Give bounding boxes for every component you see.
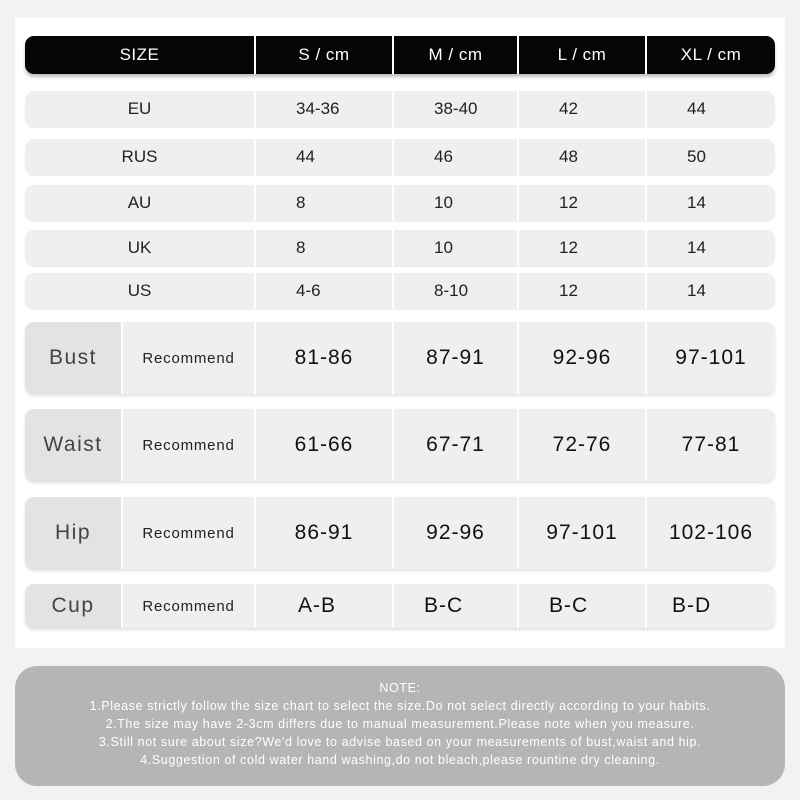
size-cell-l: 12 [519, 230, 647, 266]
note-line: 1.Please strictly follow the size chart to select the size.Do not select directly according to your habits. [89, 699, 711, 713]
size-cell-l: 12 [519, 273, 647, 309]
size-cell-m: 8-10 [394, 273, 519, 309]
size-row-au [25, 185, 775, 221]
note-box [15, 666, 785, 786]
size-chart-header [25, 36, 775, 74]
header-l: L / cm [519, 36, 647, 74]
measure-cell-xl: 97-101 [675, 346, 747, 369]
measure-name: Bust [25, 322, 123, 394]
size-cell-s: 8 [256, 230, 394, 266]
recommend-label: Recommend [123, 497, 256, 569]
measure-cell-l: 92-96 [519, 322, 647, 394]
measure-cell-m: 67-71 [394, 409, 519, 481]
measure-name: Cup [25, 584, 123, 628]
recommend-label: Recommend [123, 584, 256, 628]
measure-cell-xl: 102-106 [668, 521, 754, 544]
note-line: 2.The size may have 2-3cm differs due to manual measurement.Please note when you measure. [105, 717, 695, 731]
measure-cell-s: A-B [256, 584, 394, 628]
measure-cell-l: 72-76 [519, 409, 647, 481]
size-cell-s: 34-36 [256, 91, 394, 127]
size-cell-xl: 50 [687, 147, 706, 166]
size-cell-m: 46 [394, 139, 519, 175]
measure-name: Hip [25, 497, 123, 569]
note-line: 3.Still not sure about size?We'd love to advise based on your measurements of bust,waist and hip. [98, 735, 702, 749]
size-cell-m: 10 [394, 185, 519, 221]
size-cell-xl: 14 [687, 193, 706, 212]
measure-cell-l: 97-101 [519, 497, 647, 569]
size-cell-s: 8 [256, 185, 394, 221]
measure-cell-xl: 77-81 [681, 433, 741, 456]
note-title: NOTE: [379, 681, 421, 695]
size-cell-xl: 14 [687, 238, 706, 257]
size-row-rus [25, 139, 775, 175]
measure-cell-m: 87-91 [394, 322, 519, 394]
header-xl: XL / cm [680, 45, 742, 64]
size-row-label: US [25, 273, 256, 309]
size-cell-xl: 14 [687, 281, 706, 300]
note-line: 4.Suggestion of cold water hand washing,do not bleach,please rountine dry cleaning. [140, 753, 660, 767]
size-cell-s: 44 [256, 139, 394, 175]
size-row-eu [25, 91, 775, 127]
size-row-label: UK [25, 230, 256, 266]
size-cell-m: 38-40 [394, 91, 519, 127]
size-cell-xl: 44 [687, 99, 706, 118]
measure-row-hip [25, 497, 775, 569]
header-s: S / cm [256, 36, 394, 74]
measure-cell-m: B-C [394, 584, 519, 628]
size-row-label: RUS [25, 139, 256, 175]
size-cell-l: 48 [519, 139, 647, 175]
measure-cell-s: 86-91 [256, 497, 394, 569]
measure-cell-s: 61-66 [256, 409, 394, 481]
size-row-us [25, 273, 775, 309]
size-cell-s: 4-6 [256, 273, 394, 309]
header-size: SIZE [25, 36, 256, 74]
size-cell-l: 12 [519, 185, 647, 221]
size-cell-m: 10 [394, 230, 519, 266]
measure-row-bust [25, 322, 775, 394]
measure-row-cup [25, 584, 775, 628]
size-cell-l: 42 [519, 91, 647, 127]
recommend-label: Recommend [123, 322, 256, 394]
measure-cell-xl: B-D [672, 594, 712, 617]
measure-name: Waist [25, 409, 123, 481]
measure-cell-m: 92-96 [394, 497, 519, 569]
header-m: M / cm [394, 36, 519, 74]
size-row-label: AU [25, 185, 256, 221]
recommend-label: Recommend [123, 409, 256, 481]
size-row-uk [25, 230, 775, 266]
size-row-label: EU [25, 91, 256, 127]
measure-cell-l: B-C [519, 584, 647, 628]
measure-cell-s: 81-86 [256, 322, 394, 394]
measure-row-waist [25, 409, 775, 481]
